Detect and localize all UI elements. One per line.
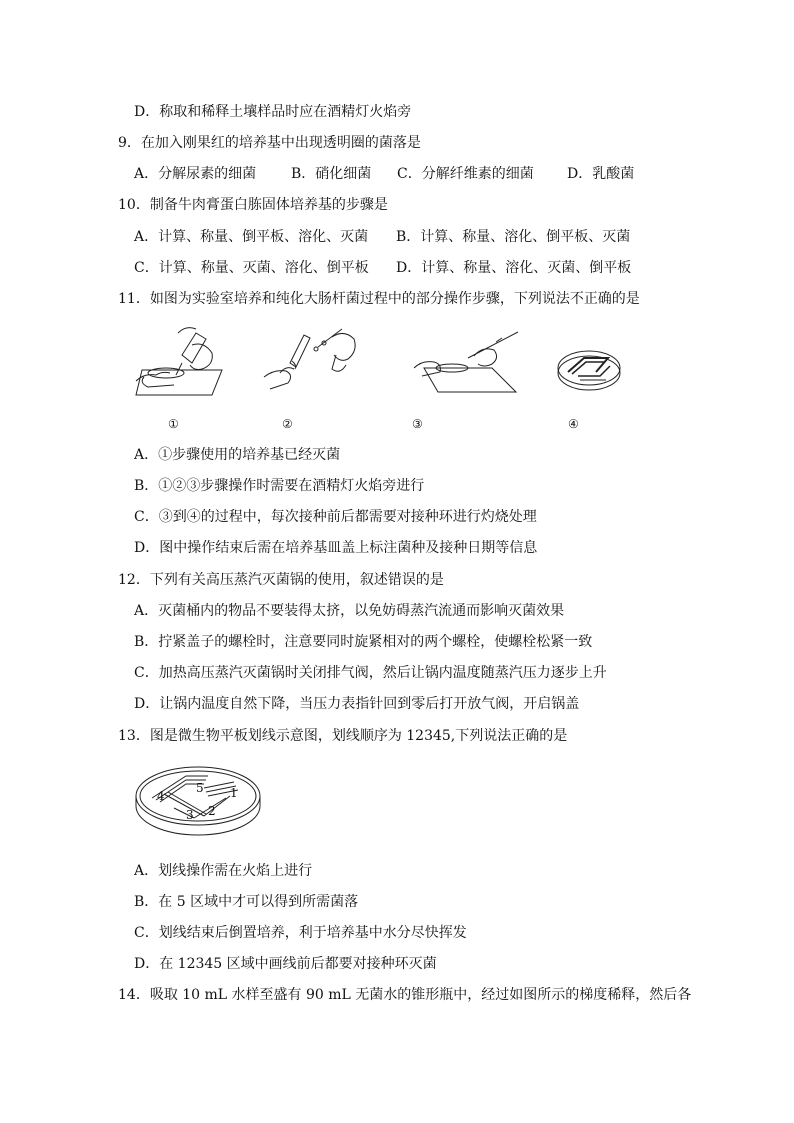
q13-option-d: D．在 12345 区域中画线前后都要对接种环灭菌 bbox=[134, 956, 437, 972]
q10-option-b: B．计算、称量、溶化、倒平板、灭菌 bbox=[396, 229, 631, 245]
streak-label-2: 2 bbox=[208, 804, 216, 818]
q14-stem: 14．吸取 10 mL 水样至盛有 90 mL 无菌水的锥形瓶中，经过如图所示的梯度稀释，然后各 bbox=[118, 987, 692, 1003]
figure-label-4: ④ bbox=[568, 417, 579, 431]
q11-option-c: C．③到④的过程中，每次接种前后都需要对接种环进行灼烧处理 bbox=[134, 509, 537, 525]
streak-label-5: 5 bbox=[196, 781, 204, 795]
q11-option-b: B．①②③步骤操作时需要在酒精灯火焰旁进行 bbox=[134, 478, 425, 494]
figure-streaked-dish bbox=[556, 348, 622, 394]
q12-option-d: D．让锅内温度自然下降，当压力表指针回到零后打开放气阀，开启锅盖 bbox=[134, 696, 580, 712]
q13-option-c: C．划线结束后倒置培养，利于培养基中水分尽快挥发 bbox=[134, 925, 467, 941]
figure-inoculating-plate bbox=[412, 328, 522, 394]
q12-stem: 12．下列有关高压蒸汽灭菌锅的使用，叙述错误的是 bbox=[118, 572, 444, 588]
streak-label-4: 4 bbox=[157, 789, 165, 803]
figure-tube-and-loop bbox=[262, 325, 362, 395]
streak-label-1: 1 bbox=[230, 786, 238, 800]
q13-option-a: A．划线操作需在火焰上进行 bbox=[134, 863, 313, 879]
q10-stem: 10．制备牛肉膏蛋白胨固体培养基的步骤是 bbox=[118, 197, 388, 213]
streak-label-3: 3 bbox=[186, 808, 194, 822]
figure-label-1: ① bbox=[168, 417, 179, 431]
q8-option-d: D．称取和稀释土壤样品时应在酒精灯火焰旁 bbox=[134, 104, 412, 120]
figure-label-3: ③ bbox=[412, 417, 423, 431]
figure-label-2: ② bbox=[282, 417, 293, 431]
q12-option-c: C．加热高压蒸汽灭菌锅时关闭排气阀，然后让锅内温度随蒸汽压力逐步上升 bbox=[134, 665, 607, 681]
q12-option-b: B．拧紧盖子的螺栓时，注意要同时旋紧相对的两个螺栓，使螺栓松紧一致 bbox=[134, 634, 593, 650]
figure-streak-plate-diagram bbox=[134, 762, 262, 842]
q13-option-b: B．在 5 区域中才可以得到所需菌落 bbox=[134, 894, 359, 910]
q9-option-d: D．乳酸菌 bbox=[567, 166, 635, 182]
q11-option-a: A．①步骤使用的培养基已经灭菌 bbox=[134, 447, 341, 463]
q13-stem: 13．图是微生物平板划线示意图，划线顺序为 12345,下列说法正确的是 bbox=[118, 728, 568, 744]
figure-pouring-plate bbox=[134, 325, 234, 400]
q10-option-c: C．计算、称量、灭菌、溶化、倒平板 bbox=[134, 260, 369, 276]
q9-option-a: A．分解尿素的细菌 bbox=[134, 166, 257, 182]
q11-stem: 11．如图为实验室培养和纯化大肠杆菌过程中的部分操作步骤，下列说法不正确的是 bbox=[118, 291, 640, 307]
q11-option-d: D．图中操作结束后需在培养基皿盖上标注菌种及接种日期等信息 bbox=[134, 540, 538, 556]
q9-option-b: B．硝化细菌 bbox=[291, 166, 372, 182]
q12-option-a: A．灭菌桶内的物品不要装得太挤，以免妨碍蒸汽流通而影响灭菌效果 bbox=[134, 603, 565, 619]
q9-option-c: C．分解纤维素的细菌 bbox=[397, 166, 534, 182]
q10-option-a: A．计算、称量、倒平板、溶化、灭菌 bbox=[134, 229, 369, 245]
q9-stem: 9．在加入刚果红的培养基中出现透明圈的菌落是 bbox=[118, 135, 421, 151]
q10-option-d: D．计算、称量、溶化、灭菌、倒平板 bbox=[396, 260, 632, 276]
